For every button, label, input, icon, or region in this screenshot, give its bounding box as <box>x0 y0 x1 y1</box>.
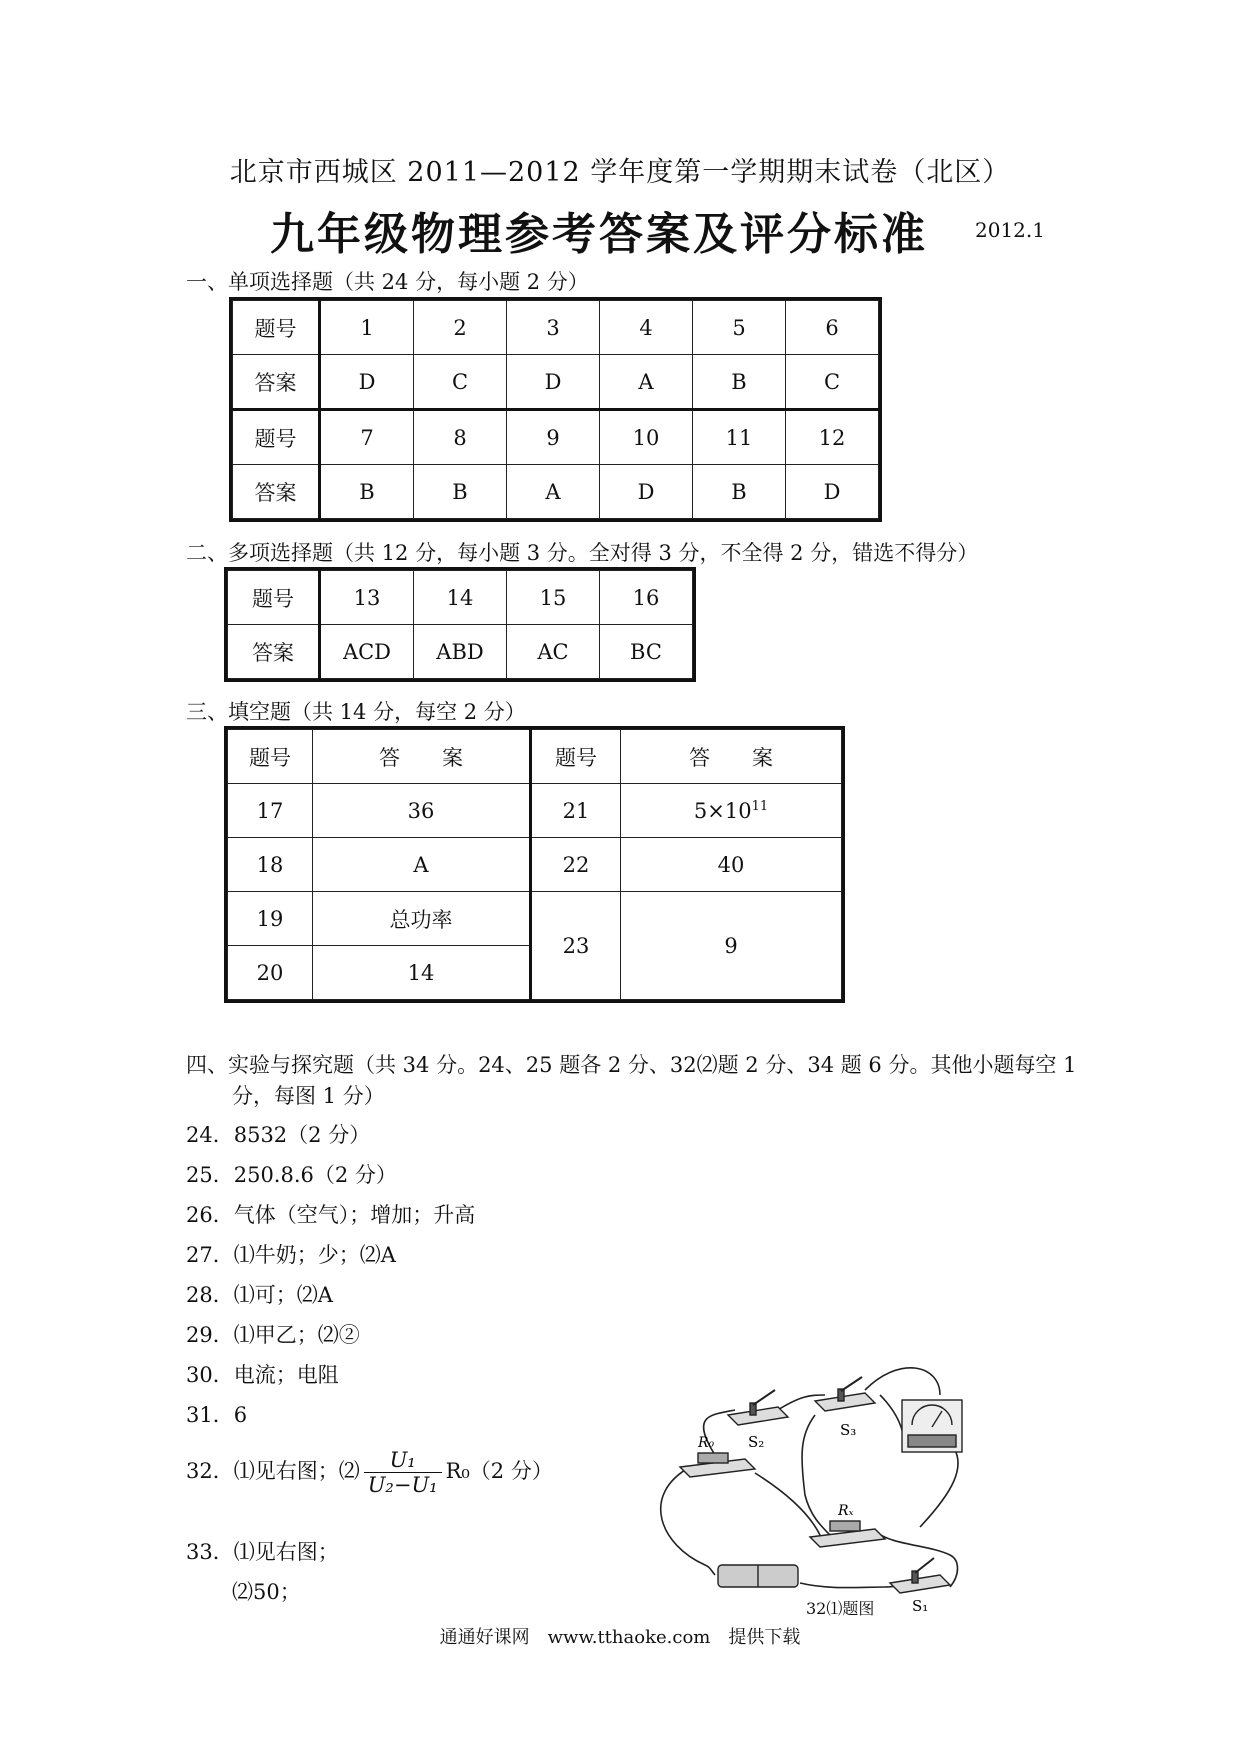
row-label: 题号 <box>233 301 320 355</box>
answer-base: 5×10 <box>693 798 752 823</box>
q-cell: 21 <box>531 784 621 838</box>
answer-33-part2: ⑵50； <box>232 1580 301 1604</box>
circuit-diagram <box>650 1355 980 1617</box>
switch-s2 <box>728 1390 788 1425</box>
label-s3: S₃ <box>840 1421 857 1439</box>
figure-caption: 32⑴题图 <box>806 1599 875 1618</box>
row-label: 答案 <box>233 465 320 519</box>
battery-icon <box>718 1565 798 1587</box>
section1-heading: 一、单项选择题（共 24 分，每小题 2 分） <box>186 270 589 294</box>
section1-answer-table <box>232 300 879 519</box>
answer-28: 28．⑴可；⑵A <box>186 1283 333 1307</box>
q-cell: 6 <box>786 301 879 355</box>
exam-subtitle: 北京市西城区 2011—2012 学年度第一学期期末试卷（北区） <box>229 157 1011 188</box>
q-cell: 9 <box>507 410 600 465</box>
answer-32 <box>186 1448 553 1497</box>
answer-exponent: 11 <box>751 798 769 814</box>
a-cell: A <box>600 355 693 410</box>
section3-answer-table <box>227 729 842 1000</box>
a-cell: A <box>313 838 531 892</box>
section3-heading: 三、填空题（共 14 分，每空 2 分） <box>186 700 526 724</box>
q-cell: 2 <box>414 301 507 355</box>
a-cell: C <box>414 355 507 410</box>
date-label: 2012.1 <box>975 218 1045 242</box>
q-cell: 23 <box>531 892 621 1000</box>
q-cell: 7 <box>320 410 414 465</box>
row-label: 答案 <box>233 355 320 410</box>
wire <box>800 1583 885 1588</box>
a-cell: B <box>320 465 414 519</box>
formula-numerator: U₁ <box>364 1448 442 1473</box>
a-cell: BC <box>600 625 693 679</box>
answer-24: 24．8532（2 分） <box>186 1123 371 1147</box>
answer-30: 30．电流；电阻 <box>186 1363 339 1387</box>
a-cell: B <box>693 355 786 410</box>
a-cell: B <box>414 465 507 519</box>
row-label: 答案 <box>228 625 320 679</box>
a-cell: 9 <box>621 892 842 1000</box>
a-cell: C <box>786 355 879 410</box>
formula-denominator: U₂−U₁ <box>367 1473 438 1497</box>
row-label: 题号 <box>233 410 320 465</box>
resistor-r0 <box>680 1453 755 1477</box>
wire <box>755 1473 820 1535</box>
q-cell: 11 <box>693 410 786 465</box>
q-cell: 16 <box>600 571 693 625</box>
label-s1: S₁ <box>912 1597 929 1615</box>
q-cell: 19 <box>228 892 313 946</box>
q-cell: 13 <box>320 571 414 625</box>
page-title: 九年级物理参考答案及评分标准 <box>270 209 928 260</box>
page-footer: 通通好课网 www.tthaoke.com 提供下载 <box>439 1627 801 1648</box>
answer-27: 27．⑴牛奶；少；⑵A <box>186 1243 396 1267</box>
col-header: 答 案 <box>313 730 531 784</box>
a-cell: 36 <box>313 784 531 838</box>
voltmeter-icon <box>902 1400 962 1452</box>
wire <box>865 1368 940 1395</box>
a-cell <box>621 784 842 838</box>
answer-32-prefix: 32．⑴见右图；⑵ <box>186 1459 360 1483</box>
answer-26: 26．气体（空气）；增加；升高 <box>186 1203 476 1227</box>
section2-answer-table <box>227 570 693 679</box>
formula-fraction <box>364 1448 442 1497</box>
label-s2: S₂ <box>748 1433 765 1451</box>
col-header: 题号 <box>531 730 621 784</box>
q-cell: 15 <box>507 571 600 625</box>
row-label: 题号 <box>228 571 320 625</box>
q-cell: 10 <box>600 410 693 465</box>
a-cell: ACD <box>320 625 414 679</box>
wire <box>802 1415 830 1535</box>
wire <box>920 1443 958 1527</box>
label-r0: R₀ <box>698 1435 715 1451</box>
a-cell: ABD <box>414 625 507 679</box>
q-cell: 20 <box>228 946 313 1000</box>
section4-heading: 四、实验与探究题（共 34 分。24、25 题各 2 分、32⑵题 2 分、34 题 6 分。其他小题每空 1 <box>186 1053 1077 1077</box>
q-cell: 8 <box>414 410 507 465</box>
wire <box>661 1467 715 1575</box>
q-cell: 12 <box>786 410 879 465</box>
section4-heading-cont: 分，每图 1 分） <box>232 1084 385 1108</box>
q-cell: 4 <box>600 301 693 355</box>
answer-32-suffix: R₀（2 分） <box>445 1459 553 1483</box>
q-cell: 5 <box>693 301 786 355</box>
col-header: 题号 <box>228 730 313 784</box>
q-cell: 22 <box>531 838 621 892</box>
switch-s3 <box>815 1377 875 1411</box>
a-cell: 40 <box>621 838 842 892</box>
answer-31: 31．6 <box>186 1403 248 1427</box>
a-cell: 总功率 <box>313 892 531 946</box>
a-cell: D <box>320 355 414 410</box>
q-cell: 3 <box>507 301 600 355</box>
q-cell: 18 <box>228 838 313 892</box>
label-rx: Rₓ <box>838 1503 854 1519</box>
a-cell: D <box>600 465 693 519</box>
wire <box>880 1395 905 1450</box>
a-cell: D <box>786 465 879 519</box>
switch-s1 <box>890 1558 950 1593</box>
a-cell: A <box>507 465 600 519</box>
answer-29: 29．⑴甲乙；⑵② <box>186 1323 360 1347</box>
section2-heading: 二、多项选择题（共 12 分，每小题 3 分。全对得 3 分，不全得 2 分，错选不得分） <box>186 541 979 565</box>
answer-33-part1: 33．⑴见右图； <box>186 1540 339 1564</box>
a-cell: D <box>507 355 600 410</box>
a-cell: AC <box>507 625 600 679</box>
q-cell: 1 <box>320 301 414 355</box>
a-cell: B <box>693 465 786 519</box>
col-header: 答 案 <box>621 730 842 784</box>
q-cell: 14 <box>414 571 507 625</box>
answer-25: 25．250.8.6（2 分） <box>186 1163 397 1187</box>
a-cell: 14 <box>313 946 531 1000</box>
q-cell: 17 <box>228 784 313 838</box>
